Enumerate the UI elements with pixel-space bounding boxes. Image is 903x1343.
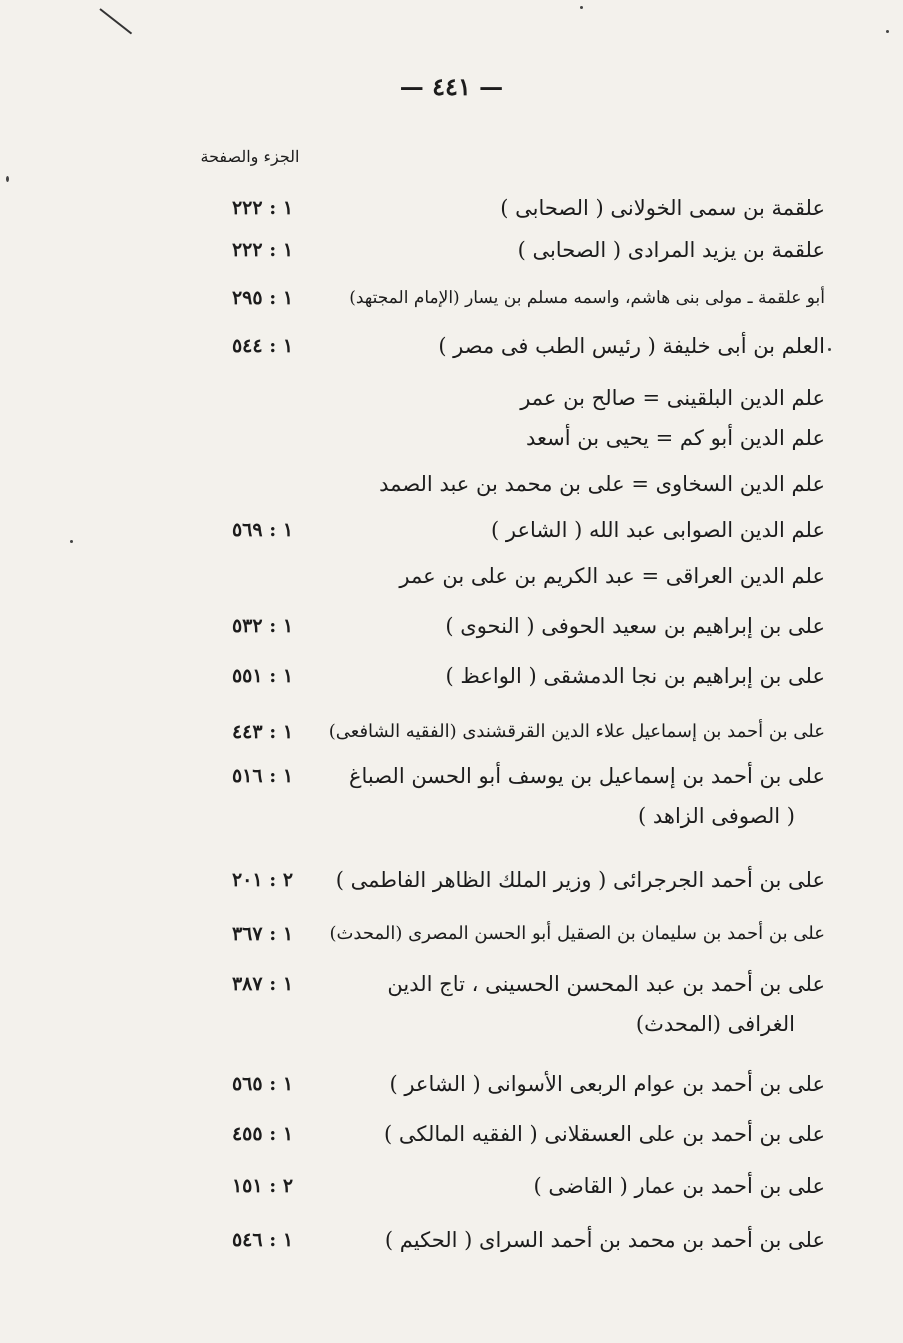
entry-name: علم الدين العراقى = عبد الكريم بن على بن عمر — [399, 564, 825, 588]
entry-name: على بن أحمد بن محمد بن أحمد السراى ( الحكيم ) — [384, 1228, 825, 1252]
entry-reference: ١ : ٥١٦ — [231, 765, 294, 787]
index-entry — [200, 378, 825, 418]
entry-name: على بن أحمد بن عمار ( القاضى ) — [533, 1174, 825, 1198]
entry-reference: ١ : ٥٦٥ — [231, 1073, 294, 1095]
entry-reference: ١ : ٥٣٢ — [231, 615, 294, 637]
index-entry — [200, 1064, 825, 1104]
entry-name: علم الدين البلقينى = صالح بن عمر — [520, 386, 825, 410]
index-entry — [200, 606, 825, 646]
entry-reference: ١ : ٤٤٣ — [231, 721, 294, 743]
entry-reference: ١ : ٥٦٩ — [231, 519, 294, 541]
index-entry — [200, 464, 825, 504]
entry-reference: ٢ : ١٥١ — [231, 1175, 294, 1197]
entry-name: العلم بن أبى خليفة ( رئيس الطب فى مصر ) — [438, 334, 825, 358]
index-entry — [200, 230, 825, 270]
index-entry — [200, 556, 825, 596]
entry-name: على بن أحمد الجرجرائى ( وزير الملك الظاهر الفاطمى ) — [335, 868, 825, 892]
scan-speck — [828, 348, 831, 351]
entry-reference: ١ : ٢٢٢ — [231, 239, 294, 261]
entry-reference: ١ : ٢٢٢ — [231, 197, 294, 219]
entry-name: علم الدين الصوابى عبد الله ( الشاعر ) — [491, 518, 825, 542]
entry-name: علقمة بن سمى الخولانى ( الصحابى ) — [500, 196, 825, 220]
entry-name: على بن أحمد بن إسماعيل بن يوسف أبو الحسن الصباغ — [348, 764, 825, 788]
scan-scratch-mark — [99, 8, 132, 34]
index-entry — [200, 914, 825, 954]
entry-reference: ١ : ٢٩٥ — [231, 287, 294, 309]
index-entry — [200, 1220, 825, 1260]
entry-name: على بن أحمد بن عوام الربعى الأسوانى ( الشاعر ) — [389, 1072, 825, 1096]
index-entry — [200, 756, 825, 836]
index-entry — [200, 326, 825, 366]
entry-reference: ١ : ٥٤٤ — [231, 335, 294, 357]
index-entry — [200, 1114, 825, 1154]
entry-name: على بن أحمد بن سليمان بن الصقيل أبو الحسن المصرى (المحدث) — [329, 923, 825, 944]
scan-speck — [6, 176, 9, 182]
entry-name: على بن أحمد بن إسماعيل علاء الدين القرقشندى (الفقيه الشافعى) — [328, 721, 825, 742]
entry-name: على بن أحمد بن عبد المحسن الحسينى ، تاج الدين — [387, 972, 825, 996]
entry-name: علقمة بن يزيد المرادى ( الصحابى ) — [517, 238, 825, 262]
index-entry — [200, 278, 825, 318]
entry-reference: ١ : ٥٥١ — [231, 665, 294, 687]
index-entry — [200, 1166, 825, 1206]
column-header: الجزء والصفحة — [200, 147, 300, 166]
scan-speck — [70, 540, 73, 543]
index-entry — [200, 656, 825, 696]
entry-name: على بن إبراهيم بن نجا الدمشقى ( الواعظ ) — [445, 664, 825, 688]
index-entry — [200, 964, 825, 1044]
entry-name: على بن إبراهيم بن سعيد الحوفى ( النحوى ) — [445, 614, 825, 638]
entry-name: علم الدين السخاوى = على بن محمد بن عبد الصمد — [379, 472, 825, 496]
entry-reference: ٢ : ٢٠١ — [231, 869, 294, 891]
index-entry — [200, 712, 825, 752]
scan-speck — [580, 6, 583, 9]
entry-continuation: ( الصوفى الزاهد ) — [638, 804, 795, 828]
entry-reference: ١ : ٥٤٦ — [231, 1229, 294, 1251]
entry-name: أبو علقمة ـ مولى بنى هاشم، واسمه مسلم بن يسار (الإمام المجتهد) — [349, 288, 825, 308]
scan-speck — [886, 30, 889, 33]
page-number: — ٤٤١ — — [399, 72, 504, 101]
entry-reference: ١ : ٣٨٧ — [231, 973, 294, 995]
index-entry — [200, 860, 825, 900]
entry-continuation: الغرافى (المحدث) — [635, 1012, 795, 1036]
index-entry — [200, 510, 825, 550]
index-entry — [200, 418, 825, 458]
entry-name: علم الدين أبو كم = يحيى بن أسعد — [525, 426, 825, 450]
entry-reference: ١ : ٣٦٧ — [231, 923, 294, 945]
entry-name: على بن أحمد بن على العسقلانى ( الفقيه المالكى ) — [383, 1122, 825, 1146]
index-entry — [200, 188, 825, 228]
entry-reference: ١ : ٤٥٥ — [231, 1123, 294, 1145]
